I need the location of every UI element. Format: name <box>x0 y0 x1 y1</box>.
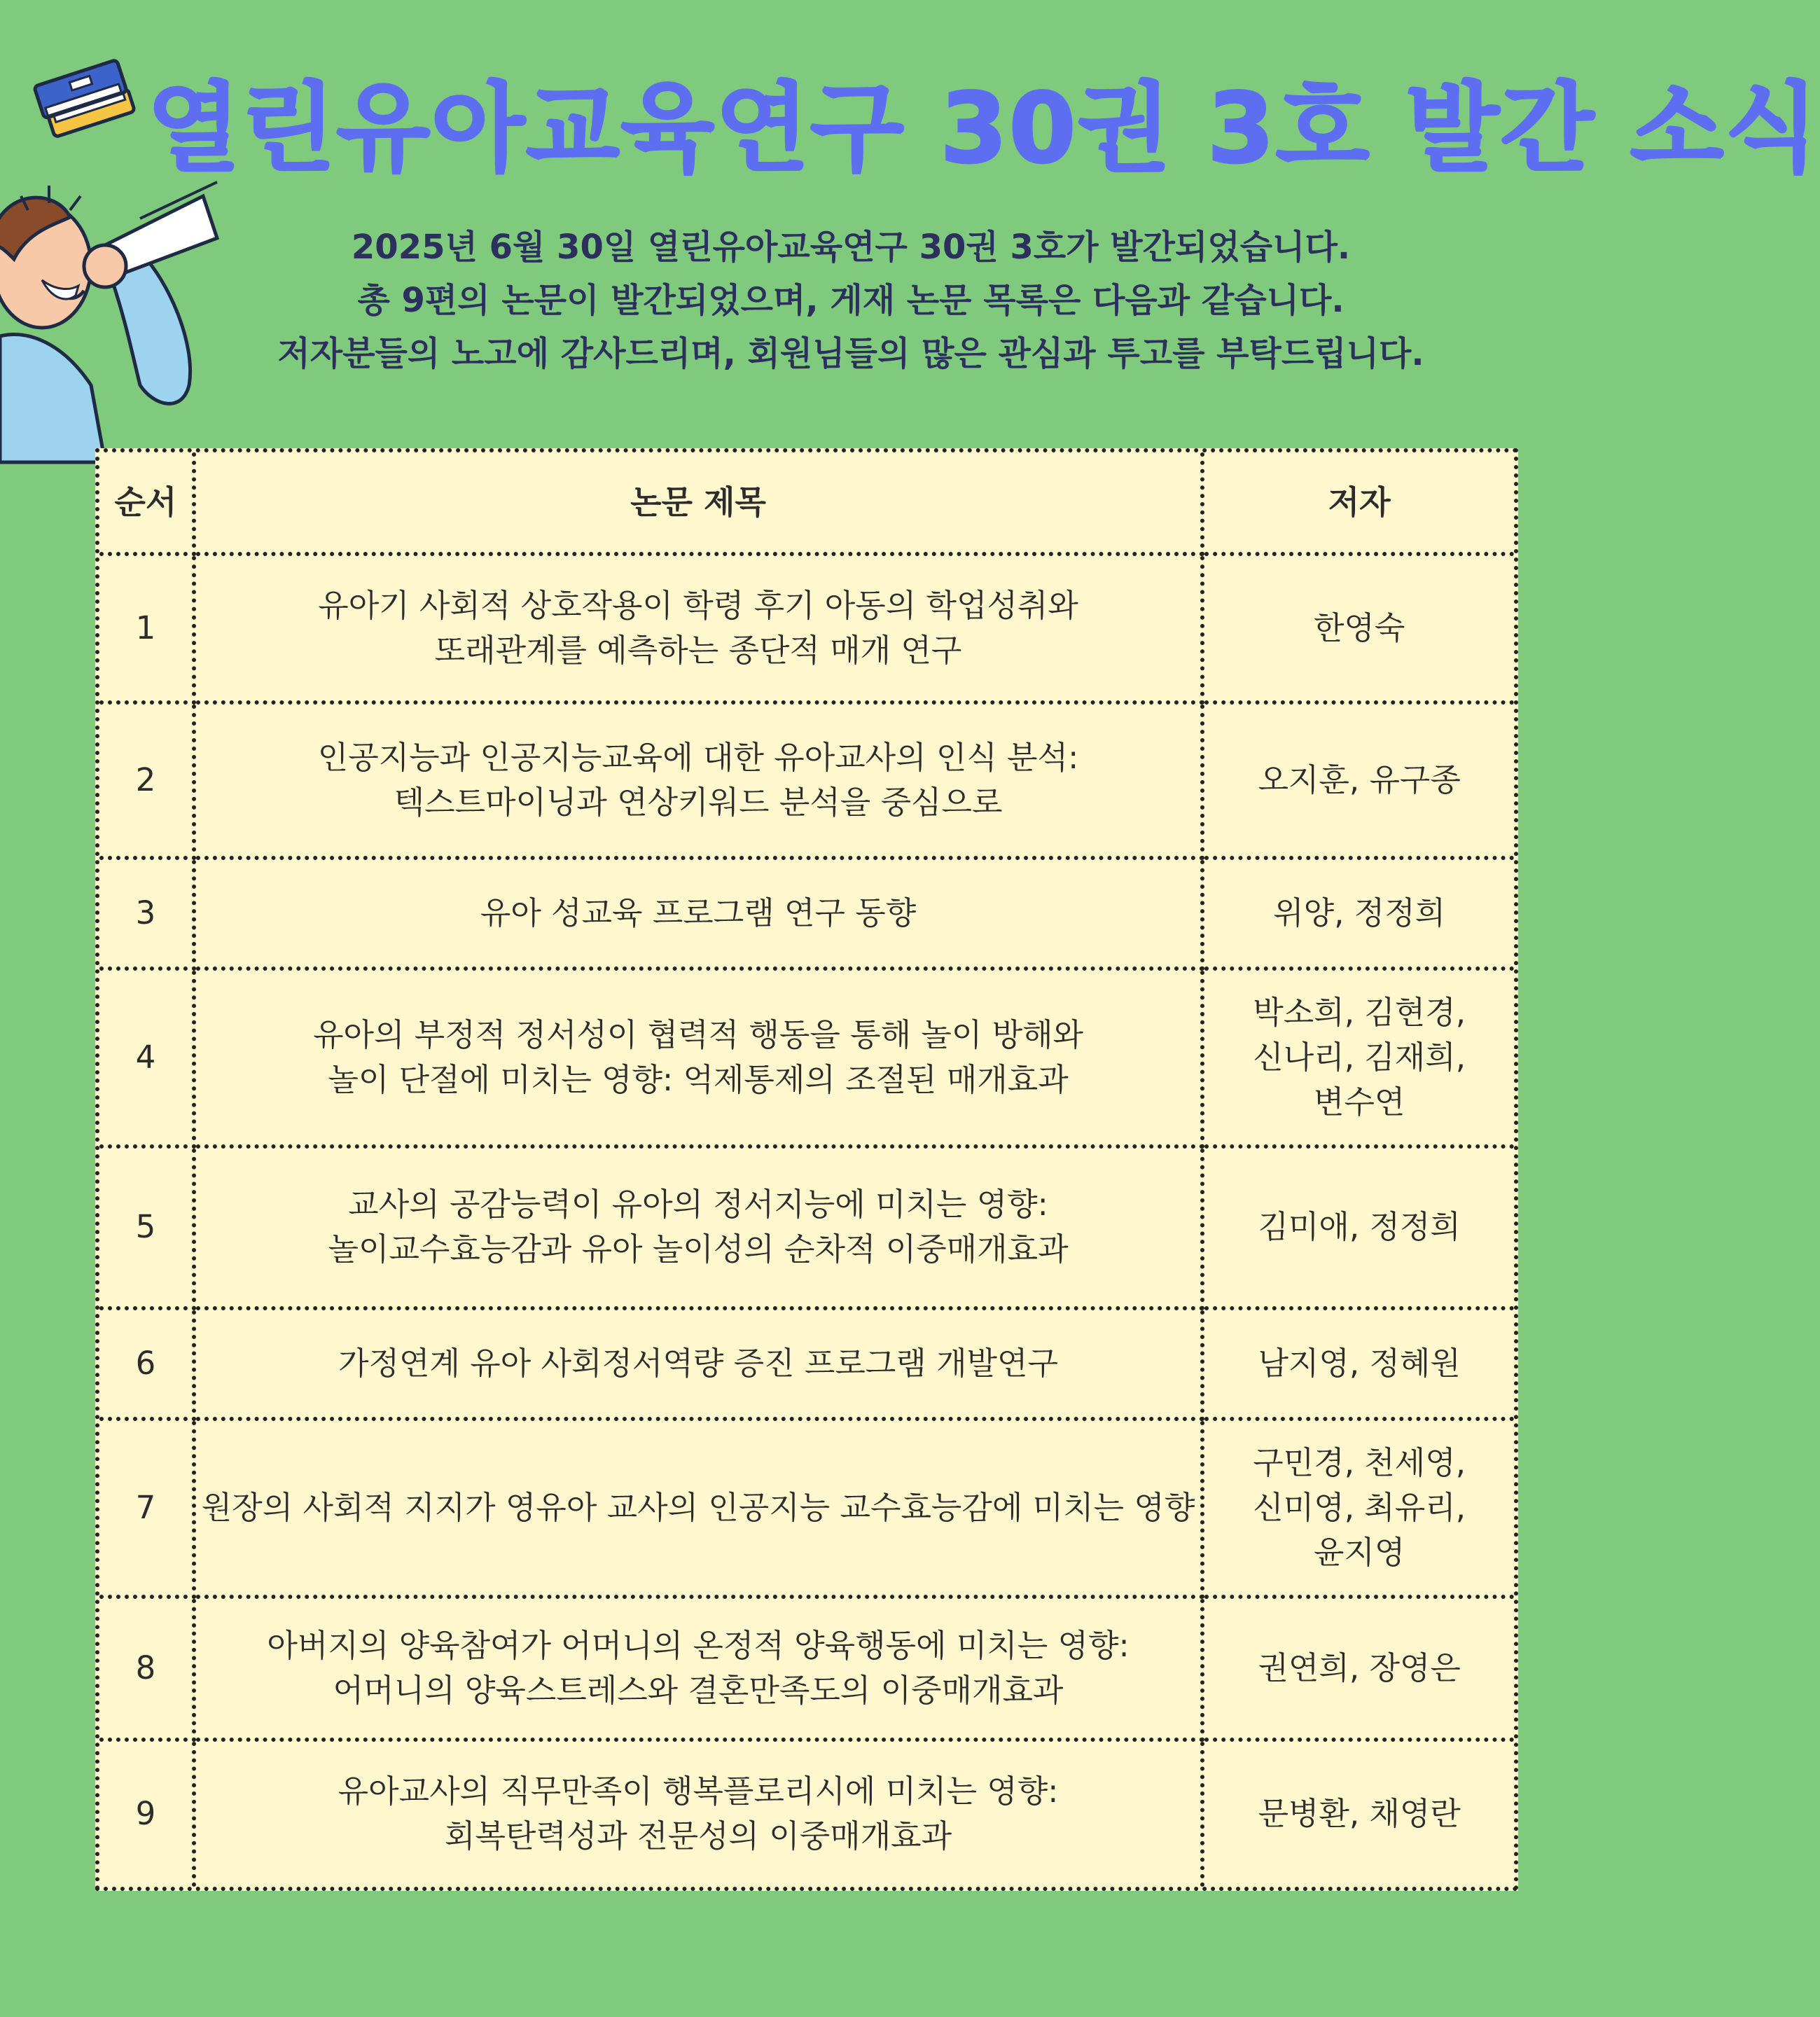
title-line: 유아기 사회적 상호작용이 학령 후기 아동의 학업성취와 <box>318 587 1078 625</box>
author-line: 변수연 <box>1313 1083 1405 1121</box>
row-title <box>194 858 1203 969</box>
row-authors <box>1202 1419 1514 1597</box>
title-line: 유아 성교육 프로그램 연구 동향 <box>480 894 917 932</box>
table-row <box>99 554 1514 702</box>
row-order: 6 <box>99 1308 194 1419</box>
header-title: 논문 제목 <box>194 452 1203 554</box>
table-row <box>99 1419 1514 1597</box>
row-order: 2 <box>99 702 194 858</box>
row-order: 4 <box>99 969 194 1146</box>
author-line: 김미애, 정정희 <box>1258 1208 1461 1246</box>
title-line: 놀이 단절에 미치는 영향: 억제통제의 조절된 매개효과 <box>328 1061 1069 1099</box>
row-title <box>194 1419 1203 1597</box>
books-icon <box>32 46 144 151</box>
title-line: 회복탄력성과 전문성의 이중매개효과 <box>444 1817 952 1855</box>
row-authors <box>1202 858 1514 969</box>
title-line: 아버지의 양육참여가 어머니의 온정적 양육행동에 미치는 영향: <box>267 1626 1130 1664</box>
intro-line: 2025년 6월 30일 열린유아교육연구 30권 3호가 발간되었습니다. <box>351 228 1351 267</box>
intro-text <box>161 221 1541 380</box>
table-row <box>99 1308 1514 1419</box>
title-line: 인공지능과 인공지능교육에 대한 유아교사의 인식 분석: <box>317 739 1079 777</box>
row-authors <box>1202 1308 1514 1419</box>
row-order: 7 <box>99 1419 194 1597</box>
title-line: 텍스트마이닝과 연상키워드 분석을 중심으로 <box>394 784 1003 822</box>
row-authors <box>1202 1740 1514 1887</box>
title-line: 어머니의 양육스트레스와 결혼만족도의 이중매개효과 <box>333 1671 1064 1709</box>
header-order: 순서 <box>99 452 194 554</box>
row-authors <box>1202 554 1514 702</box>
table-row <box>99 1597 1514 1740</box>
row-authors <box>1202 1597 1514 1740</box>
title-line: 유아교사의 직무만족이 행복플로리시에 미치는 영향: <box>338 1773 1059 1810</box>
row-authors <box>1202 969 1514 1146</box>
title-line: 원장의 사회적 지지가 영유아 교사의 인공지능 교수효능감에 미치는 영향 <box>201 1488 1195 1526</box>
table-header-row <box>99 452 1514 554</box>
author-line: 오지훈, 유구종 <box>1258 761 1461 799</box>
row-order: 3 <box>99 858 194 969</box>
row-title <box>194 1597 1203 1740</box>
intro-line: 총 9편의 논문이 발간되었으며, 게재 논문 목록은 다음과 같습니다. <box>357 281 1345 320</box>
table-row <box>99 969 1514 1146</box>
author-line: 신나리, 김재희, <box>1253 1039 1466 1076</box>
table-row <box>99 1740 1514 1887</box>
author-line: 권연희, 장영은 <box>1258 1649 1461 1686</box>
row-title <box>194 1146 1203 1308</box>
paper-list-table <box>95 448 1518 1891</box>
row-order: 5 <box>99 1146 194 1308</box>
author-line: 신미영, 최유리, <box>1253 1488 1466 1526</box>
title-line: 유아의 부정적 정서성이 협력적 행동을 통해 놀이 방해와 <box>313 1016 1084 1054</box>
author-line: 남지영, 정혜원 <box>1258 1344 1461 1382</box>
author-line: 박소희, 김현경, <box>1253 994 1466 1032</box>
author-line: 위양, 정정희 <box>1273 894 1446 932</box>
row-title <box>194 1740 1203 1887</box>
author-line: 한영숙 <box>1313 609 1405 647</box>
row-authors <box>1202 1146 1514 1308</box>
author-line: 윤지영 <box>1313 1533 1405 1571</box>
row-order: 9 <box>99 1740 194 1887</box>
author-line: 구민경, 천세영, <box>1253 1443 1466 1481</box>
row-title <box>194 702 1203 858</box>
row-order: 8 <box>99 1597 194 1740</box>
row-authors <box>1202 702 1514 858</box>
title-line: 교사의 공감능력이 유아의 정서지능에 미치는 영향: <box>348 1186 1048 1224</box>
author-line: 문병환, 채영란 <box>1258 1795 1461 1833</box>
title-line: 또래관계를 예측하는 종단적 매개 연구 <box>434 632 962 670</box>
row-title <box>194 1308 1203 1419</box>
title-line: 놀이교수효능감과 유아 놀이성의 순차적 이중매개효과 <box>328 1231 1069 1268</box>
table-row <box>99 1146 1514 1308</box>
row-order: 1 <box>99 554 194 702</box>
table-row <box>99 702 1514 858</box>
row-title <box>194 969 1203 1146</box>
page-title: 열린유아교육연구 30권 3호 발간 소식 <box>147 72 1820 185</box>
title-line: 가정연계 유아 사회정서역량 증진 프로그램 개발연구 <box>338 1344 1058 1382</box>
intro-line: 저자분들의 노고에 감사드리며, 회원님들의 많은 관심과 투고를 부탁드립니다. <box>277 334 1424 373</box>
header-authors: 저자 <box>1202 452 1514 554</box>
row-title <box>194 554 1203 702</box>
table-row <box>99 858 1514 969</box>
